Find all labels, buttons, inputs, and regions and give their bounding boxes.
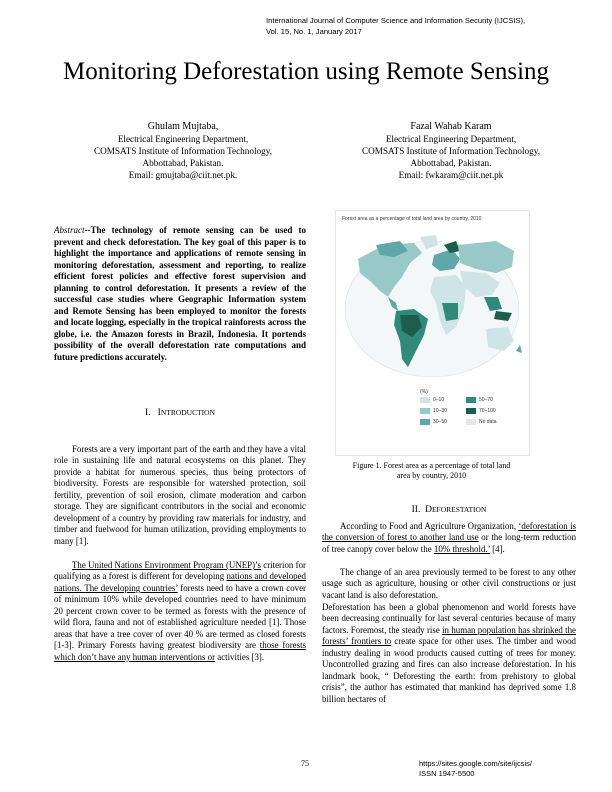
paragraph-text: forests need to have a crown cover of minimum 10% while developed countries need to have minimum 20 percent crown cover to be termed as forests with the presence of wild flora, fauna and not of established agriculture needed [1]. Those areas that have a tree cover of over 40 % are termed as closed forests [1-3]. Primary Forests having greatest biodiversity are: [54, 582, 306, 651]
map-legend: [420, 397, 510, 437]
abstract: [54, 225, 306, 363]
journal-header-line1: International Journal of Computer Science and Information Security (IJCSIS),: [266, 16, 526, 25]
underlined-text: nations and developed nations. The developing countries’: [54, 571, 306, 593]
legend-label: No data: [479, 419, 497, 425]
paragraph-text: criterion for qualifying as a forest is different for developing: [54, 560, 306, 582]
intro-paragraph-1: Forests are a very important part of the earth and they have a vital role in sustaining life and natural ecosystems on this planet. They provide a habitat for numerous species, thus being protectors of biodiversity. Forests are responsible for watershed protection, soil fertility, prevention of soil erosion, climate moderation and carbon storage. They are significant contributors in the social and economic development of a country by providing raw materials for industry, and timber and fuelwood for human utilization, providing employments to many [1].: [54, 444, 306, 546]
underlined-text: The United Nations Environment Program (UNEP)’s: [72, 560, 261, 570]
paragraph-text: create space for other uses. The timber and wood industry dealing in wood products caused cutting of trees for money. Uncontrolled grazing and fires can also increase deforestation. In his landmark book, “ Deforesting the earth: from prehistory to global crisis”, the author has estimated that mankind has deprived some 1.8 billion hectares of: [322, 636, 576, 704]
legend-item: [466, 397, 493, 403]
section-number: II.: [411, 505, 421, 515]
legend-swatch: [466, 419, 476, 425]
footer-info: [419, 759, 532, 779]
section-heading-deforestation: [322, 505, 576, 515]
author-block-2: [331, 121, 571, 181]
author-email: Email: fwkaram@ciit.net.pk: [398, 170, 504, 180]
section-number: I.: [144, 408, 151, 418]
deforestation-paragraph-2: The change of an area previously termed to be forest to any other usage such as agriculture, housing or other civil constructions or just vacant land is also deforestation.: [322, 567, 576, 600]
section-heading-introduction: [54, 408, 306, 418]
caption-line-2: area by country, 2010: [396, 471, 467, 480]
paragraph-text: or the long-term reduction of tree canopy cover below the: [322, 532, 577, 554]
legend-label: 30–50: [433, 419, 447, 425]
legend-item: [466, 419, 497, 425]
journal-header: [266, 15, 525, 37]
legend-label: 70–100: [479, 408, 496, 414]
deforestation-paragraph-1: [322, 521, 576, 555]
legend-item: [420, 419, 447, 425]
footer-issn: ISSN 1947-5500: [419, 769, 475, 778]
deforestation-paragraph-3: [322, 602, 576, 705]
underlined-text: in human population has shrinked the forests’ frontiers to: [322, 624, 576, 647]
abstract-text: --The technology of remote sensing can be used to prevent and check deforestation. The key goal of this paper is to highlight the importance and applications of remote sensing in monitoring deforestation, assessment and reporting, to realize efficient forest policies and effective forest supervision and planning to control deforestation. It presents a review of the successful case studies where Geographic Information system and Remote Sensing has been employed to monitor the forests and locate logging, especially in the tropical rainforests across the globe, i.e. the Amazon forests in Brazil, Indonesia. It portends possibility of the overall deforestation rate computations and future predictions accurately.: [54, 225, 306, 362]
legend-label: 10–30: [433, 408, 447, 414]
legend-item: [420, 408, 447, 414]
section-title-rest: NTRODUCTION: [160, 408, 215, 417]
figure-1-map: [335, 210, 530, 456]
author-institution: COMSATS Institute of Information Technology,: [94, 146, 272, 156]
underlined-text: those forests which don’t have any human interventions or: [54, 640, 306, 662]
author-city: Abbottabad, Pakistan.: [142, 158, 224, 168]
author-block-1: [63, 121, 303, 181]
author-institution: COMSATS Institute of Information Technology,: [362, 146, 540, 156]
legend-swatch: [420, 397, 430, 403]
paragraph-text: [4].: [489, 543, 505, 554]
figure-1-caption: [335, 461, 528, 481]
paragraph-text: According to Food and Agriculture Organization,: [340, 521, 519, 531]
journal-header-line2: Vol. 15, No. 1, January 2017: [266, 27, 362, 36]
legend-item: [420, 397, 444, 403]
caption-line-1: Figure 1. Forest area as a percentage of total land: [352, 461, 511, 470]
legend-label: 0–10: [433, 397, 445, 403]
author-name: Ghulam Mujtaba,: [147, 121, 219, 132]
legend-swatch: [466, 397, 476, 403]
paragraph-text: activities [3].: [215, 651, 265, 662]
paragraph-text: Deforestation has been a global phenomenon and world forests have been decreasing continually for last several centuries because of many factors. Foremost, the steady rise: [322, 602, 576, 635]
section-title-rest: EFORESTATION: [431, 505, 487, 514]
legend-title: (%): [420, 389, 428, 395]
page-number: 75: [301, 759, 309, 768]
author-email: Email: gmujtaba@ciit.net.pk.: [128, 170, 238, 180]
new-zealand: [516, 345, 522, 353]
underlined-text: 10% threshold.’: [433, 543, 490, 554]
abstract-label: Abstract: [54, 225, 85, 235]
legend-swatch: [420, 419, 430, 425]
author-dept: Electrical Engineering Department,: [385, 134, 517, 144]
section-title-initial: I: [157, 408, 161, 418]
author-name: Fazal Wahab Karam: [410, 121, 492, 132]
paper-title: Monitoring Deforestation using Remote Sensing: [62, 58, 550, 85]
legend-label: 50–70: [479, 397, 493, 403]
legend-item: [466, 408, 496, 414]
section-title-initial: D: [425, 505, 432, 515]
author-city: Abbottabad, Pakistan.: [410, 158, 492, 168]
underlined-text: ‘deforestation is the conversion of forest to another land use: [322, 521, 576, 543]
legend-swatch: [466, 408, 476, 414]
map-title: Forest area as a percentage of total land area by country, 2010: [342, 216, 482, 222]
footer-url: https://sites.google.com/site/ijcsis/: [419, 759, 532, 768]
author-dept: Electrical Engineering Department,: [117, 134, 249, 144]
intro-paragraph-2: [54, 560, 306, 663]
legend-swatch: [420, 408, 430, 414]
